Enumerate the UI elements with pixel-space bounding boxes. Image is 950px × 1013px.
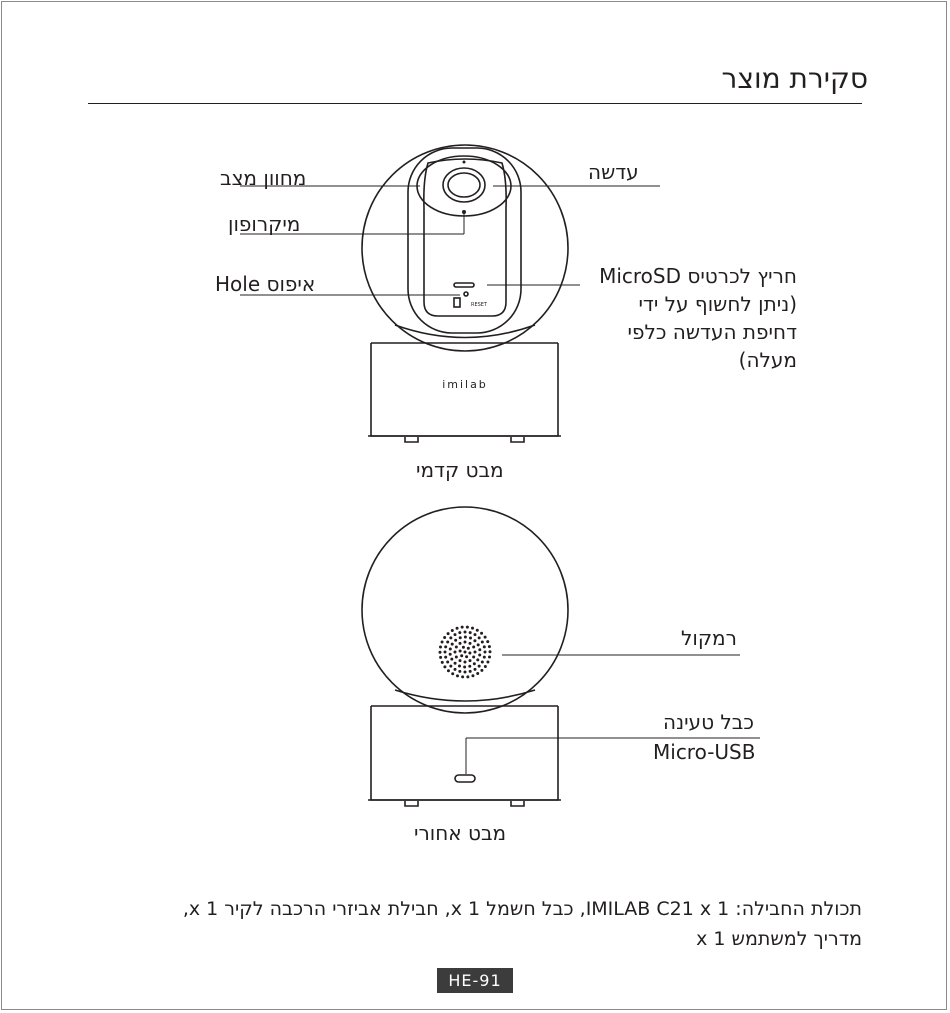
speaker-hole — [444, 651, 447, 654]
speaker-hole — [469, 631, 472, 634]
speaker-hole — [456, 627, 459, 630]
speaker-hole — [454, 633, 457, 636]
caption-back-view: מבט אחורי — [414, 821, 507, 845]
speaker-hole — [476, 658, 479, 661]
speaker-hole — [441, 641, 444, 644]
speaker-hole — [447, 669, 450, 672]
speaker-hole — [481, 641, 484, 644]
speaker-hole — [481, 661, 484, 664]
speaker-hole — [468, 665, 471, 668]
label-sd-line3: דחיפת העדשה כלפי — [627, 320, 797, 344]
front-brand-logo: imilab — [442, 378, 488, 391]
speaker-hole — [488, 655, 491, 658]
speaker-hole — [441, 661, 444, 664]
speaker-hole — [458, 664, 461, 667]
speaker-hole — [465, 655, 468, 658]
speaker-hole — [484, 665, 487, 668]
speaker-hole — [449, 665, 452, 668]
speaker-hole — [447, 632, 450, 635]
label-cable-line2: Micro-USB — [653, 740, 756, 764]
usb-port — [455, 775, 475, 782]
speaker-hole — [461, 675, 464, 678]
speaker-hole — [455, 646, 458, 649]
label-status-sensor: מחוון מצב — [220, 166, 307, 190]
speaker-hole — [473, 639, 476, 642]
label-microphone: מיקרופון — [228, 212, 301, 236]
label-sd-line4: מעלה) — [738, 348, 797, 372]
speaker-hole — [464, 651, 467, 654]
speaker-hole — [451, 629, 454, 632]
speaker-grille — [439, 626, 492, 679]
speaker-hole — [444, 656, 447, 659]
speaker-hole — [458, 670, 461, 673]
speaker-hole — [484, 651, 487, 654]
speaker-hole — [459, 659, 462, 662]
speaker-hole — [464, 671, 467, 674]
caption-front-view: מבט קדמי — [416, 458, 504, 482]
speaker-hole — [451, 643, 454, 646]
speaker-hole — [474, 651, 477, 654]
speaker-hole — [478, 653, 481, 656]
speaker-hole — [476, 672, 479, 675]
speaker-hole — [464, 641, 467, 644]
speaker-hole — [450, 658, 453, 661]
speaker-hole — [444, 645, 447, 648]
speaker-hole — [454, 639, 457, 642]
speaker-hole — [443, 665, 446, 668]
page-number: HE-91 — [437, 968, 513, 993]
speaker-hole — [460, 654, 463, 657]
speaker-hole — [449, 653, 452, 656]
speaker-hole — [456, 674, 459, 677]
back-camera-sphere — [362, 507, 568, 713]
speaker-hole — [469, 659, 472, 662]
speaker-hole — [464, 636, 467, 639]
speaker-hole — [454, 662, 457, 665]
speaker-hole — [458, 631, 461, 634]
speaker-hole — [477, 643, 480, 646]
speaker-hole — [478, 636, 481, 639]
speaker-hole — [464, 631, 467, 634]
speaker-hole — [483, 645, 486, 648]
speaker-hole — [469, 642, 472, 645]
speaker-hole — [483, 656, 486, 659]
speaker-hole — [486, 640, 489, 643]
speaker-hole — [459, 650, 462, 653]
page-title: סקירת מוצר — [721, 62, 868, 95]
speaker-hole — [469, 670, 472, 673]
speaker-hole — [474, 633, 477, 636]
speaker-hole — [461, 626, 464, 629]
speaker-hole — [454, 668, 457, 671]
speaker-hole — [486, 660, 489, 663]
speaker-hole — [472, 656, 475, 659]
speaker-hole — [476, 629, 479, 632]
speaker-hole — [449, 636, 452, 639]
package-contents-line2: מדריך למשתמש x 1 — [696, 928, 862, 950]
speaker-hole — [467, 647, 470, 650]
speaker-hole — [466, 626, 469, 629]
speaker-hole — [473, 662, 476, 665]
speaker-hole — [474, 668, 477, 671]
speaker-hole — [455, 656, 458, 659]
package-contents-line1: תכולת החבילה: IMILAB C21 x 1, כבל חשמל x 1, חבילת אביזרי הרכבה לקיר x 1, — [182, 898, 862, 920]
speaker-hole — [478, 648, 481, 651]
speaker-hole — [454, 651, 457, 654]
speaker-hole — [451, 672, 454, 675]
speaker-hole — [439, 646, 442, 649]
speaker-hole — [463, 665, 466, 668]
reset-text: RESET — [471, 302, 488, 308]
speaker-hole — [464, 661, 467, 664]
speaker-hole — [488, 645, 491, 648]
speaker-hole — [459, 642, 462, 645]
speaker-hole — [446, 661, 449, 664]
speaker-hole — [471, 627, 474, 630]
speaker-hole — [446, 641, 449, 644]
speaker-hole — [459, 636, 462, 639]
speaker-hole — [480, 632, 483, 635]
speaker-hole — [439, 656, 442, 659]
speaker-hole — [439, 651, 442, 654]
speaker-hole — [472, 646, 475, 649]
speaker-hole — [466, 675, 469, 678]
speaker-hole — [468, 651, 471, 654]
speaker-hole — [443, 636, 446, 639]
speaker-hole — [480, 669, 483, 672]
label-sd-line1: חריץ לכרטיס MicroSD — [599, 264, 797, 288]
label-reset-hole: איפוס Hole — [215, 272, 316, 296]
speaker-hole — [478, 665, 481, 668]
back-base-body — [371, 706, 558, 800]
speaker-hole — [488, 650, 491, 653]
speaker-hole — [449, 648, 452, 651]
label-speaker: רמקול — [681, 626, 737, 650]
speaker-hole — [469, 637, 472, 640]
label-sd-line2: (ניתן לחשוף על ידי — [638, 292, 797, 316]
speaker-hole — [471, 674, 474, 677]
speaker-hole — [484, 636, 487, 639]
label-lens: עדשה — [588, 160, 639, 184]
label-cable-line1: כבל טעינה — [663, 710, 754, 734]
speaker-hole — [462, 646, 465, 649]
